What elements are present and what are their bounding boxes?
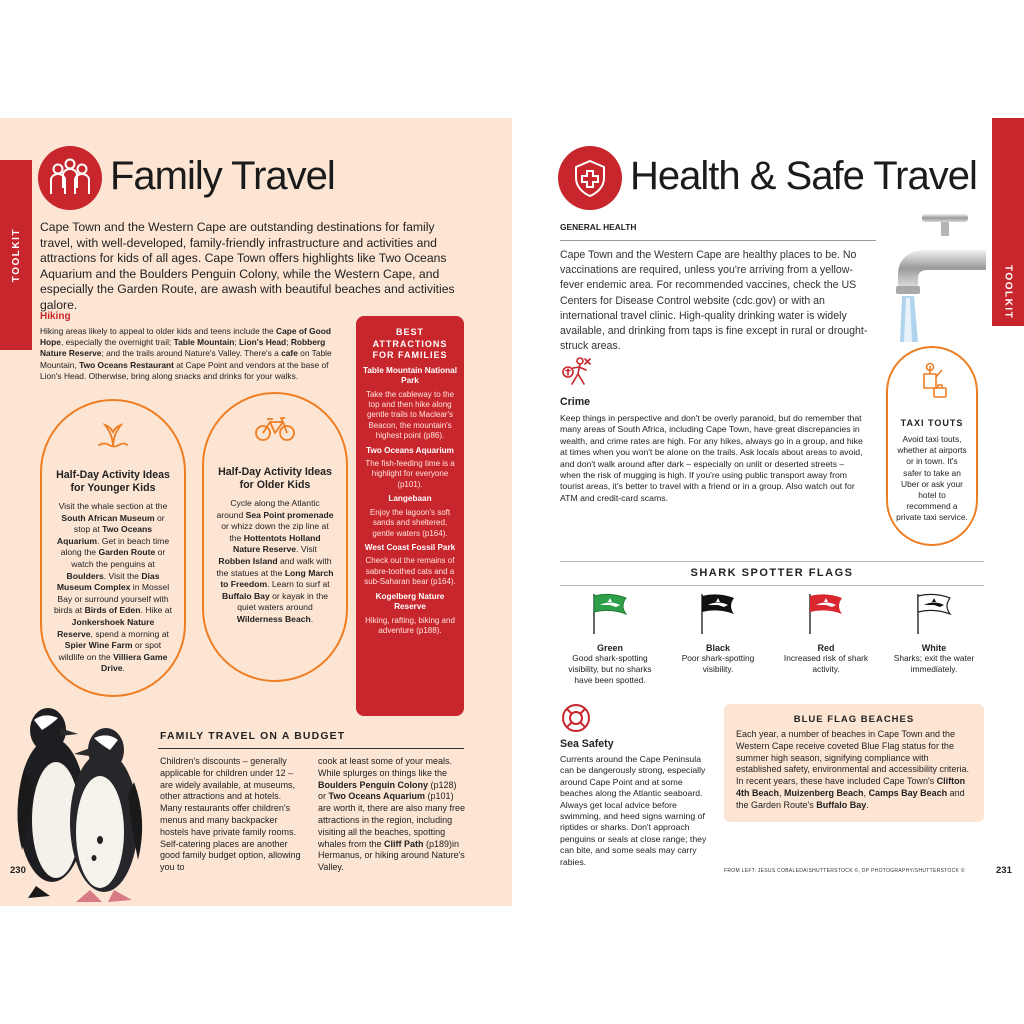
blue-flag-beaches-box bbox=[724, 704, 984, 822]
flag-white bbox=[884, 592, 984, 675]
page-title-family-travel: Family Travel bbox=[110, 154, 335, 198]
divider bbox=[560, 561, 984, 562]
whale-tail-icon bbox=[96, 415, 130, 454]
younger-kids-text: Visit the whale section at the South African Museum or stop at Two Oceans Aquarium. Get in beach time along the Garden Route or watch the penguins at Boulders. Visit the Dias Museum Complex in Mossel Bay or surround yourself with birds at Birds of Eden. Hike at Jonkershoek Nature Reserve, spend a morning at Spier Wine Farm or spot wildlife on the Villiera Game Drive. bbox=[54, 501, 172, 674]
flag-name: Black bbox=[705, 643, 731, 653]
sea-safety-text: Currents around the Cape Peninsula can be dangerously strong, especially around Cape Point and at some beaches along the Atlantic seaboard. Always get local advice before swimming, and heed signs warning of riptides or sharks. Don't approach penguins or seals at close range; they can bite, and some seals may carry rabies. bbox=[560, 754, 707, 867]
hiking-heading: Hiking bbox=[40, 311, 71, 322]
toolkit-tab-label: TOOLKIT bbox=[1002, 264, 1014, 320]
best-attractions-box bbox=[356, 316, 464, 716]
crime-heading: Crime bbox=[560, 396, 591, 408]
bicycle-icon bbox=[254, 416, 296, 447]
water-tap-photo bbox=[886, 214, 986, 347]
budget-text-col2: cook at least some of your meals. While splurges on things like the Boulders Penguin Colony (p128) or Two Oceans Aquarium (p101) are worth it, there are also many free attractions in the region, including visiting all the beaches, spotting whales from the Cliff Path (p189)in Hermanus, or hiking around Nature's Valley. bbox=[318, 756, 466, 873]
best-attraction-item bbox=[362, 592, 458, 637]
younger-kids-card bbox=[40, 399, 186, 697]
older-kids-text: Cycle along the Atlantic around Sea Point promenade or whizz down the zip line at the Hottentots Holland Nature Reserve. Visit Robben Island and walk with the statues at the Long March to Freedom. Learn to surf at Buffalo Bay or kayak in the quiet waters around Wilderness Beach. bbox=[216, 498, 334, 624]
lifebuoy-icon bbox=[560, 702, 592, 739]
blue-flag-text: Each year, a number of beaches in Cape Town and the Western Cape receive coveted Blue Flag status for the summer high season, signifying compliance with established safety, environmental and accessibility criteria. In recent years, these have included Cape Town's Clifton 4th Beach, Muizenberg Beach, Camps Bay Beach and the Garden Route's Buffalo Bay. bbox=[736, 729, 969, 810]
flag-desc: Increased risk of shark activity. bbox=[783, 653, 869, 674]
flag-desc: Sharks; exit the water immediately. bbox=[893, 653, 975, 674]
green-shark-flag-icon bbox=[590, 592, 630, 634]
attraction-desc: Check out the remains of sabre-toothed cats and a sub-Saharan bear (p164). bbox=[364, 556, 456, 587]
attraction-desc: The fish-feeding time is a highlight for everyone (p101). bbox=[365, 459, 455, 489]
black-shark-flag-icon bbox=[698, 592, 738, 634]
crime-text: Keep things in perspective and don't be overly paranoid, but do remember that many areas of South Africa, including Cape Town, have great discrepancies in wealth, and crime rates are high. For any hikes, always go in a group, and hike at times when you won't be alone on the trails. Ask locals about areas to avoid, and don't walk around after dark – especially on unlit or deserted streets – when the risk of mugging is high. If you're using public transport away from tourist areas, it's better to travel with a friend or in a group. Also watch out for ATM and credit-card scams. bbox=[560, 413, 863, 503]
budget-divider bbox=[158, 748, 464, 749]
general-health-text: Cape Town and the Western Cape are healthy places to be. No vaccinations are required, unless you're arriving from a yellow-fever endemic area. For recommended vaccines, check the US Centers for Disease Control website (cdc.gov) or with an international travel clinic. High-quality drinking water is widely available, and drinking from taps is fine except in rural or drought-struck areas. bbox=[560, 249, 868, 353]
divider bbox=[560, 240, 876, 241]
younger-kids-title: Half-Day Activity Ideas for Younger Kids bbox=[56, 469, 170, 494]
photo-credit: FROM LEFT: JESUS COBALEDA/SHUTTERSTOCK ©, DP PHOTOGRAPHY/SHUTTERSTOCK © bbox=[724, 868, 965, 874]
attraction-desc: Hiking, rafting, biking and adventure (p188). bbox=[365, 615, 455, 636]
flag-name: Green bbox=[596, 643, 623, 653]
taxi-touts-card bbox=[886, 346, 978, 546]
page-number-left: 230 bbox=[10, 865, 26, 876]
older-kids-title: Half-Day Activity Ideas for Older Kids bbox=[218, 466, 332, 491]
page-number-right: 231 bbox=[996, 865, 1012, 876]
blue-flag-title: BLUE FLAG BEACHES bbox=[793, 714, 915, 725]
toolkit-tab-left bbox=[0, 160, 32, 350]
toolkit-tab-label: TOOLKIT bbox=[10, 227, 22, 283]
flag-desc: Good shark-spotting visibility, but no sharks have been spotted. bbox=[568, 653, 652, 685]
attraction-desc: Take the cableway to the top and then hike along gentle trails to Maclear's Beacon, the mountain's highest point (p86). bbox=[365, 389, 455, 441]
family-icon bbox=[38, 146, 102, 210]
white-shark-flag-icon bbox=[914, 592, 954, 634]
hiking-text: Hiking areas likely to appeal to older kids and teens include the Cape of Good Hope, especially the overnight trail; Table Mountain; Lion's Head; Robberg Nature Reserve; and the trails around Nature's Valley. There's a cafe on Table Mountain, Two Oceans Restaurant at Cape Point and vendors at the base of Lion's Head. Otherwise, bring along snacks and drinks for your walks. bbox=[40, 326, 332, 381]
shark-flags-heading: SHARK SPOTTER FLAGS bbox=[690, 567, 854, 579]
best-attraction-item bbox=[362, 366, 458, 442]
best-attraction-item bbox=[362, 446, 458, 491]
flag-red bbox=[776, 592, 876, 675]
attraction-name: Kogelberg Nature Reserve bbox=[375, 591, 445, 612]
toolkit-tab-right bbox=[992, 118, 1024, 326]
flag-green bbox=[560, 592, 660, 686]
page-title-health: Health & Safe Travel bbox=[630, 154, 977, 198]
divider bbox=[560, 585, 984, 586]
attraction-name: West Coast Fossil Park bbox=[364, 542, 456, 552]
older-kids-card bbox=[202, 392, 348, 682]
attraction-name: Langebaan bbox=[388, 494, 432, 504]
best-attraction-item bbox=[362, 543, 458, 588]
sea-safety-heading: Sea Safety bbox=[560, 738, 614, 750]
attraction-name: Table Mountain National Park bbox=[362, 365, 457, 385]
taxi-touts-text: Avoid taxi touts, whether at airports or in town. It's safer to take an Uber or ask your hotel to recommend a private taxi service. bbox=[896, 434, 968, 523]
attraction-desc: Enjoy the lagoon's soft sands and sheltered, gentle waters (p164). bbox=[369, 507, 451, 538]
flag-name: White bbox=[921, 643, 947, 653]
first-aid-icon bbox=[558, 146, 622, 210]
penguins-photo bbox=[4, 690, 154, 911]
flag-black bbox=[668, 592, 768, 675]
flag-desc: Poor shark-spotting visibility. bbox=[681, 653, 755, 674]
attraction-name: Two Oceans Aquarium bbox=[366, 445, 454, 455]
taxi-tout-icon bbox=[918, 362, 948, 403]
family-intro: Cape Town and the Western Cape are outstanding destinations for family travel, with well-developed, family-friendly infrastructure and activities and attractions for kids of all ages. Cape Town offers highlights like Two Oceans Aquarium and the Boulders Penguin Colony, while the Western Cape, and especially the Garden Route, are awash with beautiful beaches and activities galore. bbox=[40, 220, 455, 312]
best-attractions-title: BEST ATTRACTIONS FOR FAMILIES bbox=[372, 327, 448, 360]
general-health-heading: GENERAL HEALTH bbox=[560, 222, 637, 232]
crime-icon bbox=[560, 356, 592, 393]
taxi-touts-title: TAXI TOUTS bbox=[900, 418, 964, 428]
flag-name: Red bbox=[817, 643, 835, 653]
best-attraction-item bbox=[362, 494, 458, 539]
budget-text-col1: Children's discounts – generally applicable for children under 12 – are widely available, at museums, other attractions and at hotels. Many restaurants offer children's menus and many backpacker hostels have private family rooms. Self-catering places are another good family budget option, allowing you to bbox=[160, 756, 301, 873]
budget-heading: FAMILY TRAVEL ON A BUDGET bbox=[160, 731, 346, 742]
red-shark-flag-icon bbox=[806, 592, 846, 634]
